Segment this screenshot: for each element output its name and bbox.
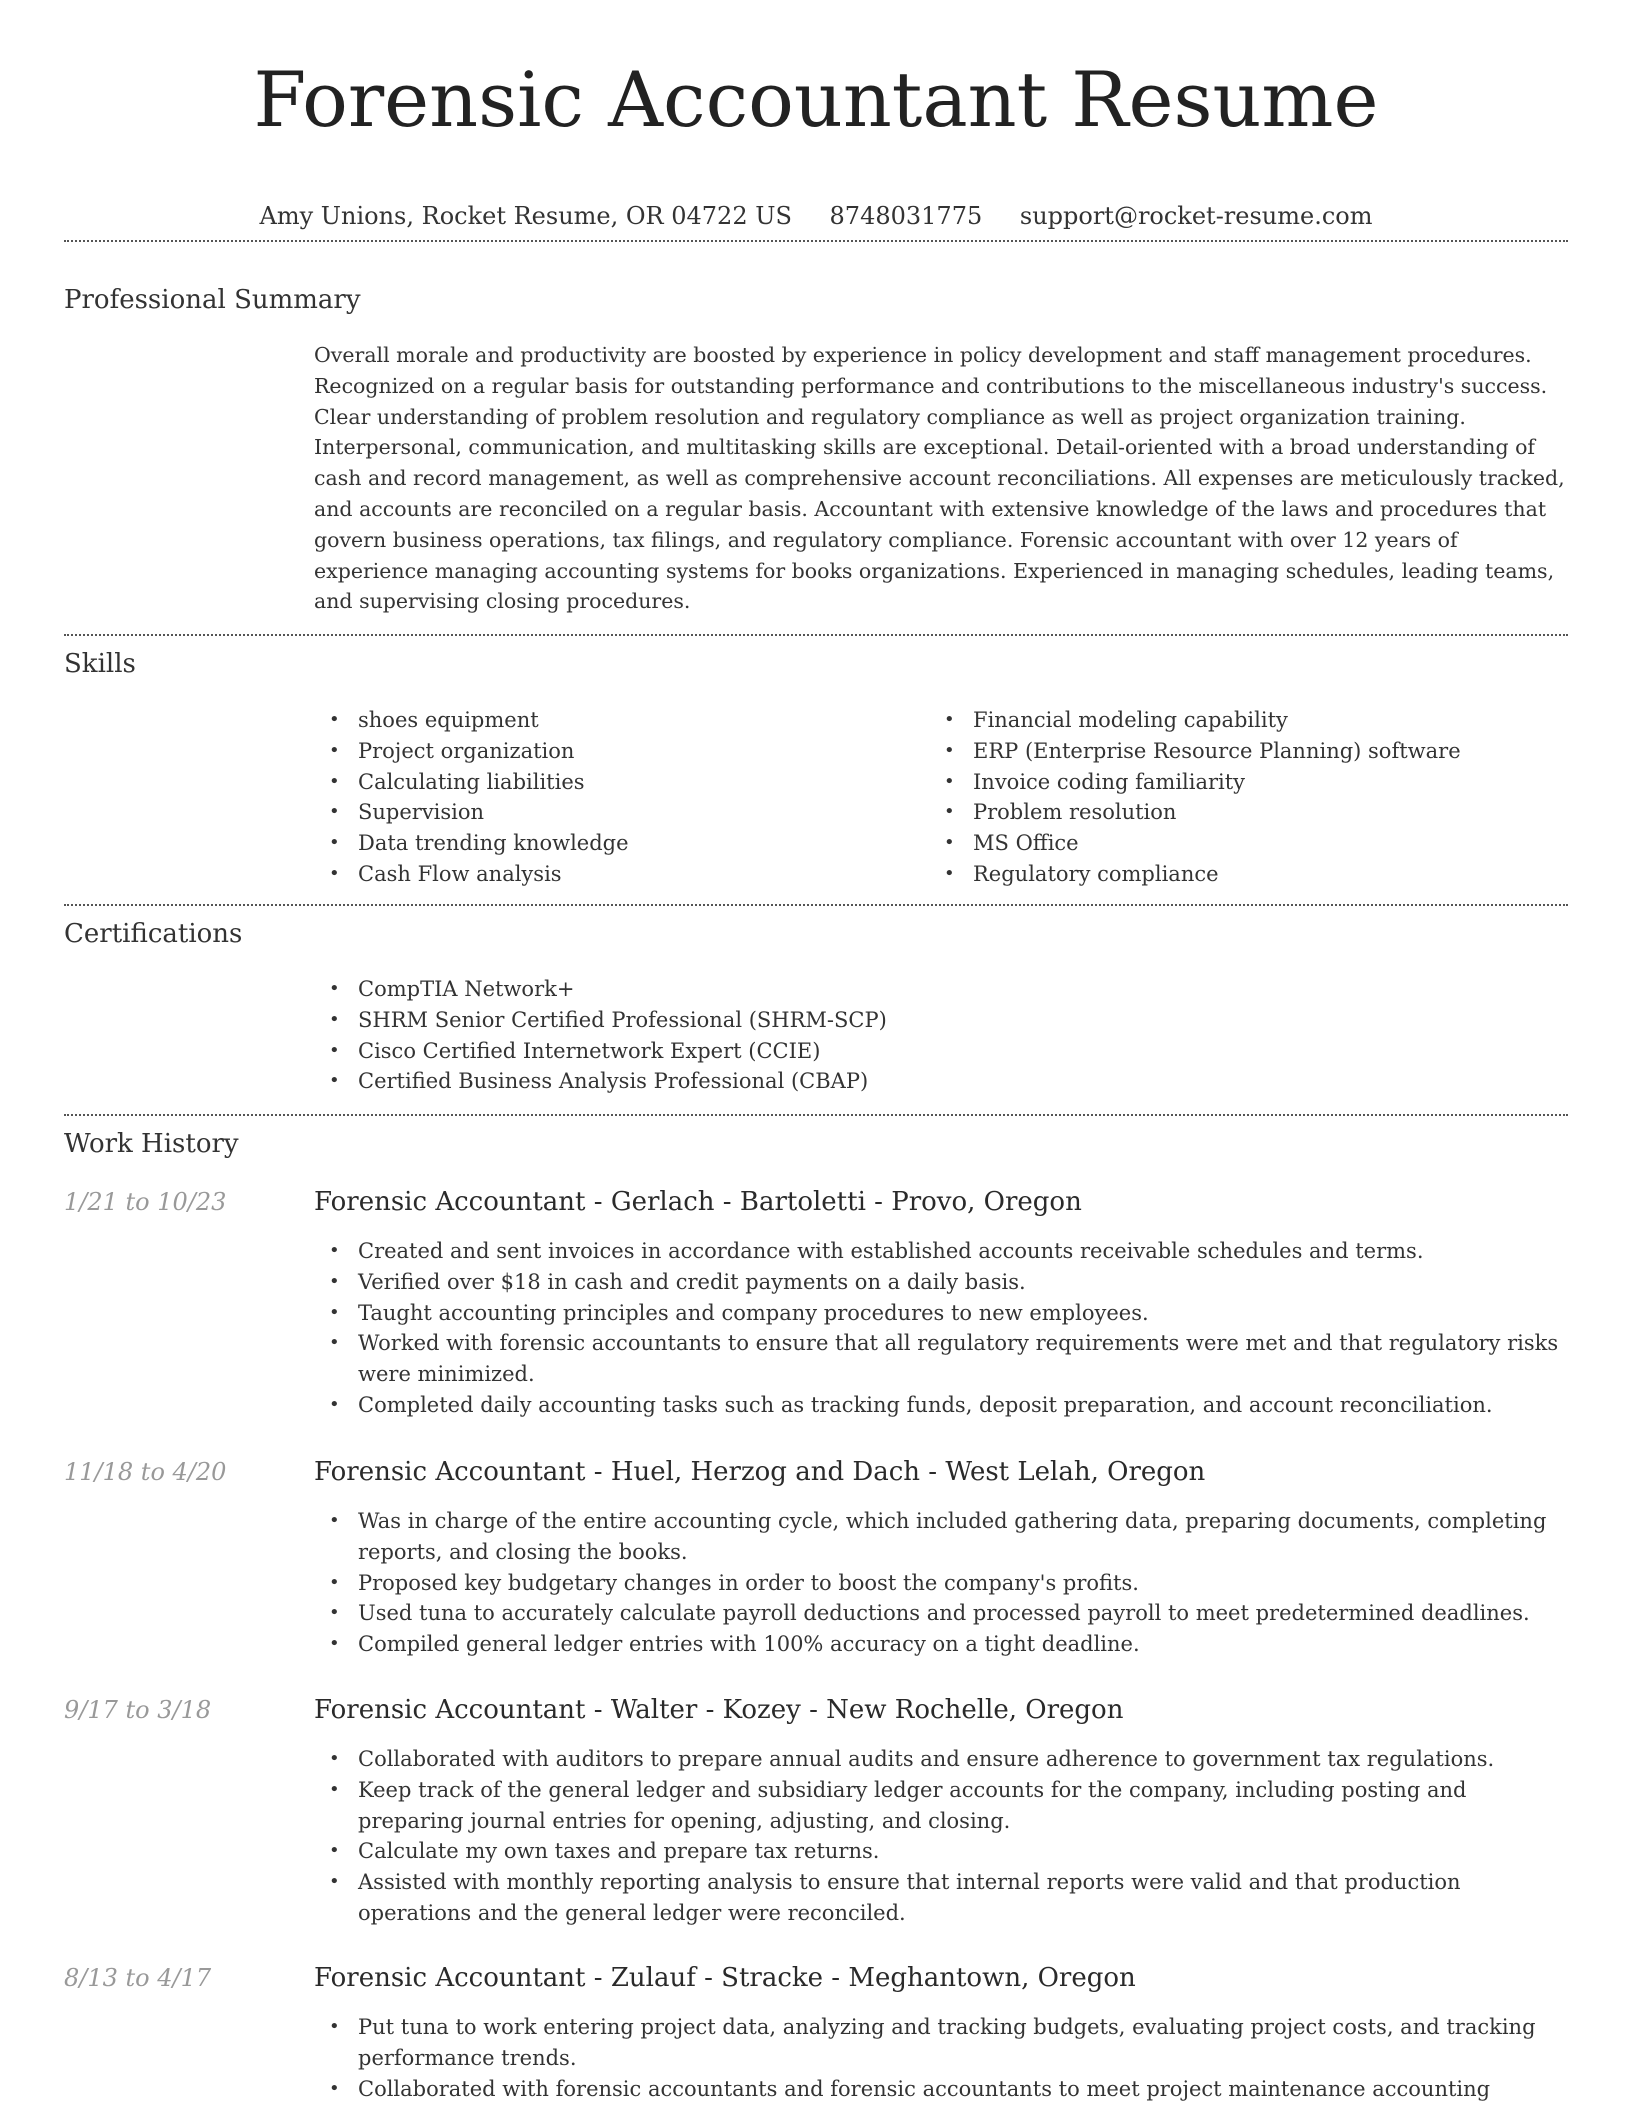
contact-phone: 8748031775 [829,202,983,230]
job-title: Forensic Accountant - Walter - Kozey - New Rochelle, Oregon [314,1695,1124,1725]
job-dates: 8/13 to 4/17 [64,1964,212,1992]
skill-item: • Data trending knowledge [314,828,914,859]
job-bullet: • Used tuna to accurately calculate payroll deductions and processed payroll to meet predetermined deadlines. [314,1598,1576,1629]
job-bullets [314,1506,1576,1660]
skill-item: • Cash Flow analysis [314,859,914,890]
certification-item: • CompTIA Network+ [314,974,1214,1005]
contact-line [0,200,1632,232]
job-bullet: • Compiled general ledger entries with 100% accuracy on a tight deadline. [314,1629,1576,1660]
certification-item: • Cisco Certified Internetwork Expert (CCIE) [314,1036,1214,1067]
job-title: Forensic Accountant - Gerlach - Bartoletti - Provo, Oregon [314,1187,1082,1217]
skill-item: • shoes equipment [314,705,914,736]
section-title-work-history: Work History [64,1129,239,1159]
job-dates: 1/21 to 10/23 [64,1188,227,1216]
skill-item: • Calculating liabilities [314,767,914,798]
job-title: Forensic Accountant - Zulauf - Stracke - Meghantown, Oregon [314,1963,1136,1993]
skill-item: • Invoice coding familiarity [929,767,1529,798]
skill-item: • MS Office [929,828,1529,859]
summary-text: Overall morale and productivity are boosted by experience in policy development and staff management procedures. Recognized on a regular basis for outstanding performance and contributions to the miscellaneous industry's success. Clear understanding of problem resolution and regulatory compliance as well as project organization training. Interpersonal, communication, and multitasking skills are exceptional. Detail-oriented with a broad understanding of cash and record management, as well as comprehensive account reconciliations. All expenses are meticulously tracked, and accounts are reconciled on a regular basis. Accountant with extensive knowledge of the laws and procedures that govern business operations, tax filings, and regulatory compliance. Forensic accountant with over 12 years of experience managing accounting systems for books organizations. Experienced in managing schedules, leading teams, and supervising closing procedures. [314,343,1565,614]
section-divider [64,904,1568,906]
job-bullets [314,1236,1576,1421]
resume-header [0,0,1632,232]
certifications-list [314,974,1214,1097]
skills-list-left [314,705,914,890]
skill-item: • Supervision [314,797,914,828]
contact-email: support@rocket-resume.com [1019,202,1373,230]
resume-title: Forensic Accountant Resume [253,55,1379,144]
job-bullet: • Completed daily accounting tasks such as tracking funds, deposit preparation, and account reconciliation. [314,1390,1576,1421]
certification-item: • SHRM Senior Certified Professional (SHRM-SCP) [314,1005,1214,1036]
section-title-summary: Professional Summary [64,285,361,315]
skill-item: • Financial modeling capability [929,705,1529,736]
section-divider [64,1114,1568,1116]
section-title-certifications: Certifications [64,919,243,949]
job-bullets [314,1744,1576,1929]
job-dates: 9/17 to 3/18 [64,1696,212,1724]
job-bullet: • Keep track of the general ledger and subsidiary ledger accounts for the company, including posting and preparing journal entries for opening, adjusting, and closing. [314,1775,1576,1837]
job-bullet: • Taught accounting principles and company procedures to new employees. [314,1298,1576,1329]
job-bullet: • Worked with forensic accountants to ensure that all regulatory requirements were met and that regulatory risks were minimized. [314,1328,1576,1390]
job-dates: 11/18 to 4/20 [64,1458,227,1486]
section-divider [64,634,1568,636]
job-bullet: • Verified over $18 in cash and credit payments on a daily basis. [314,1267,1576,1298]
job-bullet: • Created and sent invoices in accordance with established accounts receivable schedules and terms. [314,1236,1576,1267]
certification-item: • Certified Business Analysis Professional (CBAP) [314,1066,1214,1097]
job-bullet: • Calculate my own taxes and prepare tax returns. [314,1836,1576,1867]
skill-item: • ERP (Enterprise Resource Planning) software [929,736,1529,767]
job-bullet: • Proposed key budgetary changes in order to boost the company's profits. [314,1568,1576,1599]
contact-address: Amy Unions, Rocket Resume, OR 04722 US [259,202,792,230]
skill-item: • Project organization [314,736,914,767]
job-bullets [314,2012,1576,2104]
section-title-skills: Skills [64,649,136,679]
skills-list-right [929,705,1529,890]
section-divider [64,240,1568,242]
job-title: Forensic Accountant - Huel, Herzog and Dach - West Lelah, Oregon [314,1457,1206,1487]
job-bullet: • Assisted with monthly reporting analysis to ensure that internal reports were valid and that production operations and the general ledger were reconciled. [314,1867,1576,1929]
job-bullet: • Collaborated with auditors to prepare annual audits and ensure adherence to government tax regulations. [314,1744,1576,1775]
job-bullet: • Collaborated with forensic accountants and forensic accountants to meet project maintenance accounting [314,2074,1576,2105]
skill-item: • Regulatory compliance [929,859,1529,890]
skill-item: • Problem resolution [929,797,1529,828]
job-bullet: • Was in charge of the entire accounting cycle, which included gathering data, preparing documents, completing reports, and closing the books. [314,1506,1576,1568]
job-bullet: • Put tuna to work entering project data, analyzing and tracking budgets, evaluating project costs, and tracking performance trends. [314,2012,1576,2074]
